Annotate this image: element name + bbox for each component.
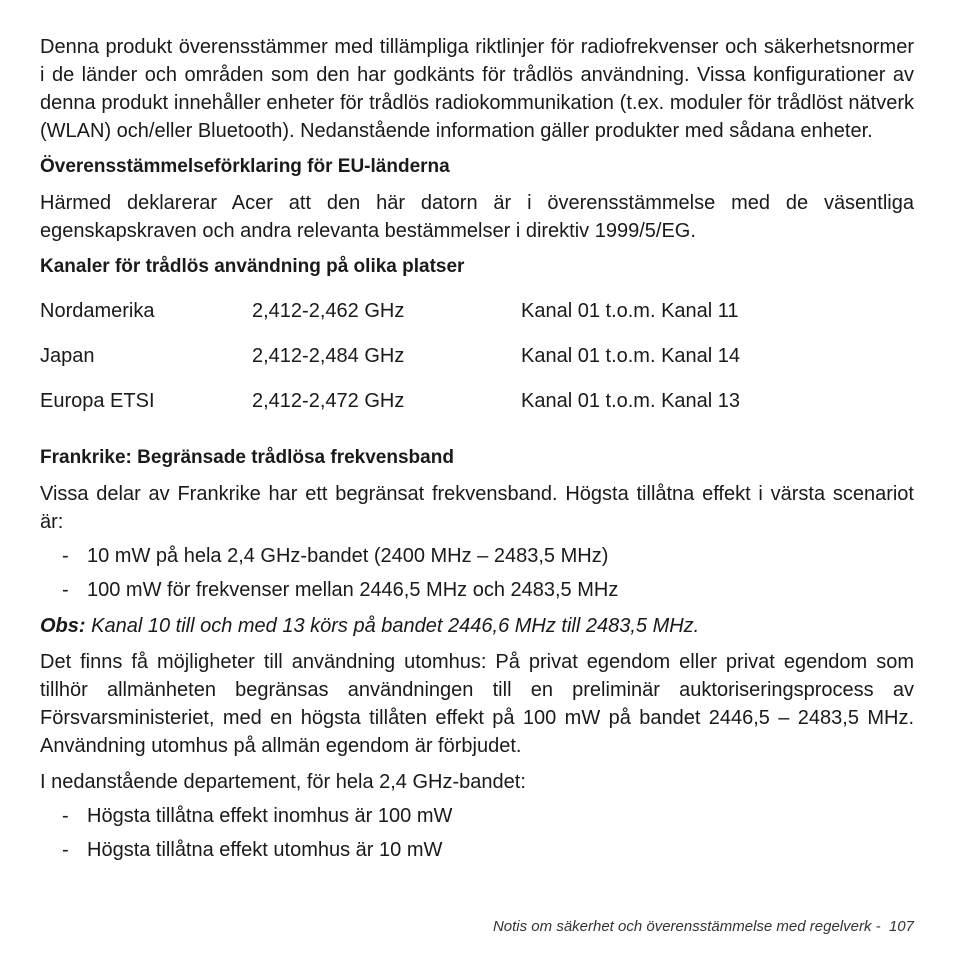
channel-cell: Kanal 01 t.o.m. Kanal 13 (521, 390, 741, 412)
list-item-text: Högsta tillåtna effekt inomhus är 100 mW (87, 805, 453, 827)
table-row (40, 342, 740, 387)
list-item: - Högsta tillåtna effekt utomhus är 10 mW (62, 839, 443, 861)
list-item: - 10 mW på hela 2,4 GHz-bandet (2400 MHz – 2483,5 MHz) (62, 545, 609, 567)
list-item-text: 10 mW på hela 2,4 GHz-bandet (2400 MHz – 2483,5 MHz) (87, 545, 609, 567)
department-limit-list (40, 802, 914, 864)
frequency-cell: 2,412-2,484 GHz (252, 345, 405, 367)
page-footer (493, 918, 914, 935)
table-row (40, 297, 740, 342)
france-heading: Frankrike: Begränsade trådlösa frekvensband (40, 447, 454, 468)
channels-heading: Kanaler för trådlös användning på olika platser (40, 256, 465, 277)
list-item: - 100 mW för frekvenser mellan 2446,5 MHz och 2483,5 MHz (62, 579, 619, 601)
region-cell: Japan (40, 345, 95, 367)
channels-table (40, 297, 740, 432)
channel-cell: Kanal 01 t.o.m. Kanal 14 (521, 345, 741, 367)
note-label: Obs: (40, 615, 86, 637)
outdoor-paragraph: Det finns få möjligheter till användning utomhus: På privat egendom eller privat egendom som tillhör allmänheten begränsas användningen till en preliminär auktoriseringsprocess av Försvarsministeriet, med en högsta tillåten effekt på 100 mW på bandet 2446,5 – 2483,5 MHz. Användning utomhus på allmän egendom är förbjudet. (40, 651, 914, 757)
intro-paragraph: Denna produkt överensstämmer med tillämpliga riktlinjer för radiofrekvenser och säkerhetsnormer i de länder och områden som den har godkänts för trådlös användning. Vissa konfigurationer av denna produkt innehåller enheter för trådlös radiokommunikation (t.ex. moduler för trådlöst nätverk (WLAN) och/eller Bluetooth). Nedanstående information gäller produkter med sådana enheter. (40, 36, 914, 142)
document-page (40, 33, 914, 872)
department-paragraph: I nedanstående departement, för hela 2,4 GHz-bandet: (40, 771, 526, 793)
page-number: 107 (888, 918, 914, 935)
france-paragraph: Vissa delar av Frankrike har ett begränsat frekvensband. Högsta tillåtna effekt i värsta scenariot är: (40, 483, 914, 533)
note-text: Kanal 10 till och med 13 körs på bandet 2446,6 MHz till 2483,5 MHz. (85, 615, 700, 637)
list-item-text: Högsta tillåtna effekt utomhus är 10 mW (87, 839, 443, 861)
region-cell: Europa ETSI (40, 390, 155, 412)
frequency-cell: 2,412-2,472 GHz (252, 390, 405, 412)
note-paragraph (40, 612, 914, 640)
table-row (40, 387, 740, 432)
list-item-text: 100 mW för frekvenser mellan 2446,5 MHz och 2483,5 MHz (87, 579, 619, 601)
france-limit-list (40, 542, 914, 604)
list-item: - Högsta tillåtna effekt inomhus är 100 mW (62, 805, 453, 827)
region-cell: Nordamerika (40, 300, 155, 322)
eu-paragraph: Härmed deklarerar Acer att den här datorn är i överensstämmelse med de väsentliga egenskapskraven och andra relevanta bestämmelser i direktiv 1999/5/EG. (40, 192, 914, 242)
footer-title: Notis om säkerhet och överensstämmelse med regelverk - (492, 918, 881, 935)
eu-heading: Överensstämmelseförklaring för EU-länderna (40, 156, 450, 177)
frequency-cell: 2,412-2,462 GHz (252, 300, 405, 322)
channel-cell: Kanal 01 t.o.m. Kanal 11 (521, 300, 739, 322)
